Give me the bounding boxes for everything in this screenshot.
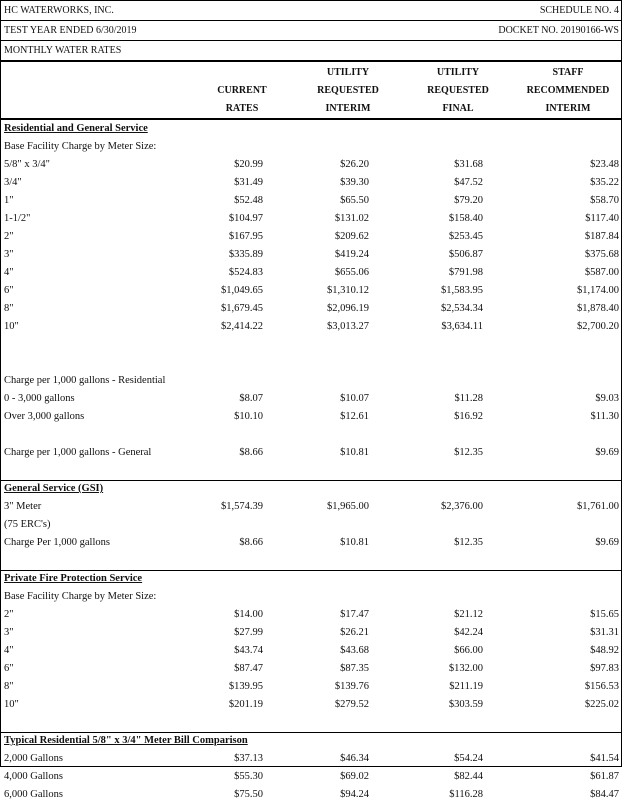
- row-label: 3": [4, 627, 14, 638]
- row-label: Charge Per 1,000 gallons: [4, 537, 110, 548]
- staff-interim-cell: $31.31: [590, 627, 619, 638]
- utility-interim-cell: $12.61: [340, 411, 369, 422]
- table-row: [1, 156, 621, 174]
- row-label: 3/4": [4, 177, 22, 188]
- row-label: 6": [4, 663, 14, 674]
- utility-interim-cell: $139.76: [334, 681, 369, 692]
- staff-interim-cell: $35.22: [590, 177, 619, 188]
- current-rate-cell: $55.30: [234, 771, 263, 782]
- staff-interim-cell: $375.68: [584, 249, 619, 260]
- utility-interim-cell: $10.07: [340, 393, 369, 404]
- table-row: [1, 444, 621, 462]
- utility-interim-cell: $1,965.00: [327, 501, 369, 512]
- current-rate-cell: $52.48: [234, 195, 263, 206]
- utility-interim-cell: $87.35: [340, 663, 369, 674]
- table-row: [1, 408, 621, 426]
- column-headers: [1, 62, 621, 120]
- utility-interim-cell: $2,096.19: [327, 303, 369, 314]
- table-row: [1, 318, 621, 336]
- table-row: [1, 624, 621, 642]
- utility-interim-cell: $419.24: [334, 249, 369, 260]
- utility-final-cell: $3,634.11: [441, 321, 483, 332]
- utility-interim-cell: $1,310.12: [327, 285, 369, 296]
- utility-interim-cell: $131.02: [334, 213, 369, 224]
- header-row-3: [1, 41, 621, 62]
- section-header-row: [1, 480, 621, 498]
- section-title: Private Fire Protection Service: [4, 573, 143, 584]
- row-label: 6,000 Gallons: [4, 789, 63, 800]
- staff-interim-cell: $1,761.00: [577, 501, 619, 512]
- utility-interim-cell: $39.30: [340, 177, 369, 188]
- utility-interim-cell: $655.06: [334, 267, 369, 278]
- current-rate-cell: $8.66: [239, 447, 263, 458]
- row-label: Charge per 1,000 gallons - General: [4, 447, 152, 458]
- section-title: General Service (GSI): [4, 483, 104, 494]
- utility-final-cell: $31.68: [454, 159, 483, 170]
- staff-interim-cell: $84.47: [590, 789, 619, 800]
- utility-final-cell: $158.40: [448, 213, 483, 224]
- label-row: [1, 588, 621, 606]
- current-rate-cell: $8.66: [239, 537, 263, 548]
- column-header-utility-interim: UTILITY REQUESTED INTERIM: [317, 67, 379, 114]
- utility-interim-cell: $94.24: [340, 789, 369, 800]
- section-title: Typical Residential 5/8" x 3/4" Meter Bill Comparison: [4, 735, 248, 746]
- utility-final-cell: $11.28: [454, 393, 483, 404]
- staff-interim-cell: $97.83: [590, 663, 619, 674]
- utility-final-cell: $2,534.34: [441, 303, 483, 314]
- utility-final-cell: $82.44: [454, 771, 483, 782]
- staff-interim-cell: $2,700.20: [577, 321, 619, 332]
- section-header-row: [1, 570, 621, 588]
- utility-interim-cell: $279.52: [334, 699, 369, 710]
- staff-interim-cell: $9.69: [595, 447, 619, 458]
- current-rate-cell: $1,574.39: [221, 501, 263, 512]
- staff-interim-cell: $587.00: [584, 267, 619, 278]
- utility-final-cell: $54.24: [454, 753, 483, 764]
- spacer-row: [1, 354, 621, 372]
- staff-interim-cell: $9.03: [595, 393, 619, 404]
- table-row: [1, 786, 621, 804]
- staff-interim-cell: $48.92: [590, 645, 619, 656]
- row-label: 1": [4, 195, 14, 206]
- row-label: Charge per 1,000 gallons - Residential: [4, 375, 166, 386]
- row-label: 1-1/2": [4, 213, 31, 224]
- current-rate-cell: $37.13: [234, 753, 263, 764]
- row-label: Base Facility Charge by Meter Size:: [4, 591, 157, 602]
- row-label: (75 ERC's): [4, 519, 51, 530]
- row-label: Over 3,000 gallons: [4, 411, 85, 422]
- staff-interim-cell: $15.65: [590, 609, 619, 620]
- table-row: [1, 264, 621, 282]
- utility-final-cell: $42.24: [454, 627, 483, 638]
- column-header-current: CURRENT RATES: [217, 85, 267, 114]
- spacer-row: [1, 336, 621, 354]
- spacer-row: [1, 462, 621, 480]
- label-row: [1, 516, 621, 534]
- staff-interim-cell: $41.54: [590, 753, 619, 764]
- utility-final-cell: $21.12: [454, 609, 483, 620]
- utility-final-cell: $79.20: [454, 195, 483, 206]
- staff-interim-cell: $1,878.40: [577, 303, 619, 314]
- current-rate-cell: $524.83: [228, 267, 263, 278]
- row-label: 0 - 3,000 gallons: [4, 393, 75, 404]
- utility-interim-cell: $65.50: [340, 195, 369, 206]
- table-row: [1, 696, 621, 714]
- current-rate-cell: $14.00: [234, 609, 263, 620]
- utility-interim-cell: $209.62: [334, 231, 369, 242]
- utility-interim-cell: $10.81: [340, 537, 369, 548]
- section-header-row: [1, 732, 621, 750]
- utility-interim-cell: $43.68: [340, 645, 369, 656]
- current-rate-cell: $87.47: [234, 663, 263, 674]
- row-label: 5/8" x 3/4": [4, 159, 50, 170]
- table-row: [1, 174, 621, 192]
- row-label: 4,000 Gallons: [4, 771, 63, 782]
- utility-final-cell: $66.00: [454, 645, 483, 656]
- current-rate-cell: $20.99: [234, 159, 263, 170]
- current-rate-cell: $1,049.65: [221, 285, 263, 296]
- utility-interim-cell: $69.02: [340, 771, 369, 782]
- table-row: [1, 210, 621, 228]
- table-row: [1, 228, 621, 246]
- utility-final-cell: $16.92: [454, 411, 483, 422]
- table-row: [1, 642, 621, 660]
- utility-interim-cell: $17.47: [340, 609, 369, 620]
- current-rate-cell: $201.19: [228, 699, 263, 710]
- table-row: [1, 498, 621, 516]
- table-row: [1, 750, 621, 768]
- current-rate-cell: $1,679.45: [221, 303, 263, 314]
- utility-final-cell: $116.28: [449, 789, 483, 800]
- utility-final-cell: $211.19: [449, 681, 483, 692]
- current-rate-cell: $335.89: [228, 249, 263, 260]
- spacer-row: [1, 714, 621, 732]
- row-label: 2": [4, 609, 14, 620]
- utility-final-cell: $12.35: [454, 447, 483, 458]
- table-row: [1, 678, 621, 696]
- current-rate-cell: $139.95: [228, 681, 263, 692]
- staff-interim-cell: $58.70: [590, 195, 619, 206]
- current-rate-cell: $43.74: [234, 645, 263, 656]
- utility-final-cell: $12.35: [454, 537, 483, 548]
- header-row-1: [1, 1, 621, 21]
- staff-interim-cell: $11.30: [590, 411, 619, 422]
- row-label: Base Facility Charge by Meter Size:: [4, 141, 157, 152]
- table-row: [1, 660, 621, 678]
- docket-number: DOCKET NO. 20190166-WS: [498, 25, 619, 36]
- label-row: [1, 372, 621, 390]
- row-label: 4": [4, 645, 14, 656]
- utility-final-cell: $303.59: [448, 699, 483, 710]
- row-label: 8": [4, 303, 14, 314]
- schedule-title: MONTHLY WATER RATES: [4, 45, 122, 56]
- utility-interim-cell: $10.81: [340, 447, 369, 458]
- company-name: HC WATERWORKS, INC.: [4, 5, 114, 16]
- row-label: 2": [4, 231, 14, 242]
- current-rate-cell: $31.49: [234, 177, 263, 188]
- staff-interim-cell: $187.84: [584, 231, 619, 242]
- spacer-row: [1, 552, 621, 570]
- staff-interim-cell: $9.69: [595, 537, 619, 548]
- column-header-utility-final: UTILITY REQUESTED FINAL: [427, 67, 489, 114]
- current-rate-cell: $167.95: [228, 231, 263, 242]
- utility-final-cell: $506.87: [448, 249, 483, 260]
- staff-interim-cell: $61.87: [590, 771, 619, 782]
- schedule-number: SCHEDULE NO. 4: [539, 5, 619, 16]
- current-rate-cell: $75.50: [234, 789, 263, 800]
- current-rate-cell: $8.07: [239, 393, 263, 404]
- staff-interim-cell: $117.40: [585, 213, 619, 224]
- rate-table-body: [1, 120, 621, 804]
- utility-final-cell: $1,583.95: [441, 285, 483, 296]
- staff-interim-cell: $156.53: [584, 681, 619, 692]
- table-row: [1, 300, 621, 318]
- test-year: TEST YEAR ENDED 6/30/2019: [4, 25, 137, 36]
- section-header-row: [1, 120, 621, 138]
- row-label: 10": [4, 699, 19, 710]
- label-row: [1, 138, 621, 156]
- row-label: 3" Meter: [4, 501, 42, 512]
- row-label: 6": [4, 285, 14, 296]
- current-rate-cell: $2,414.22: [221, 321, 263, 332]
- table-row: [1, 192, 621, 210]
- utility-interim-cell: $26.21: [340, 627, 369, 638]
- utility-final-cell: $791.98: [448, 267, 483, 278]
- table-row: [1, 246, 621, 264]
- utility-final-cell: $132.00: [448, 663, 483, 674]
- row-label: 3": [4, 249, 14, 260]
- table-row: [1, 768, 621, 786]
- table-row: [1, 606, 621, 624]
- table-row: [1, 282, 621, 300]
- staff-interim-cell: $225.02: [584, 699, 619, 710]
- current-rate-cell: $10.10: [234, 411, 263, 422]
- row-label: 2,000 Gallons: [4, 753, 63, 764]
- header-row-2: [1, 21, 621, 41]
- table-row: [1, 534, 621, 552]
- row-label: 4": [4, 267, 14, 278]
- utility-final-cell: $2,376.00: [441, 501, 483, 512]
- current-rate-cell: $104.97: [228, 213, 263, 224]
- utility-final-cell: $47.52: [454, 177, 483, 188]
- utility-interim-cell: $26.20: [340, 159, 369, 170]
- staff-interim-cell: $1,174.00: [577, 285, 619, 296]
- row-label: 10": [4, 321, 19, 332]
- current-rate-cell: $27.99: [234, 627, 263, 638]
- utility-interim-cell: $46.34: [340, 753, 369, 764]
- table-row: [1, 390, 621, 408]
- row-label: 8": [4, 681, 14, 692]
- staff-interim-cell: $23.48: [590, 159, 619, 170]
- utility-final-cell: $253.45: [448, 231, 483, 242]
- utility-interim-cell: $3,013.27: [327, 321, 369, 332]
- spacer-row: [1, 426, 621, 444]
- section-title: Residential and General Service: [4, 123, 148, 134]
- column-header-staff-interim: STAFF RECOMMENDED INTERIM: [526, 67, 610, 114]
